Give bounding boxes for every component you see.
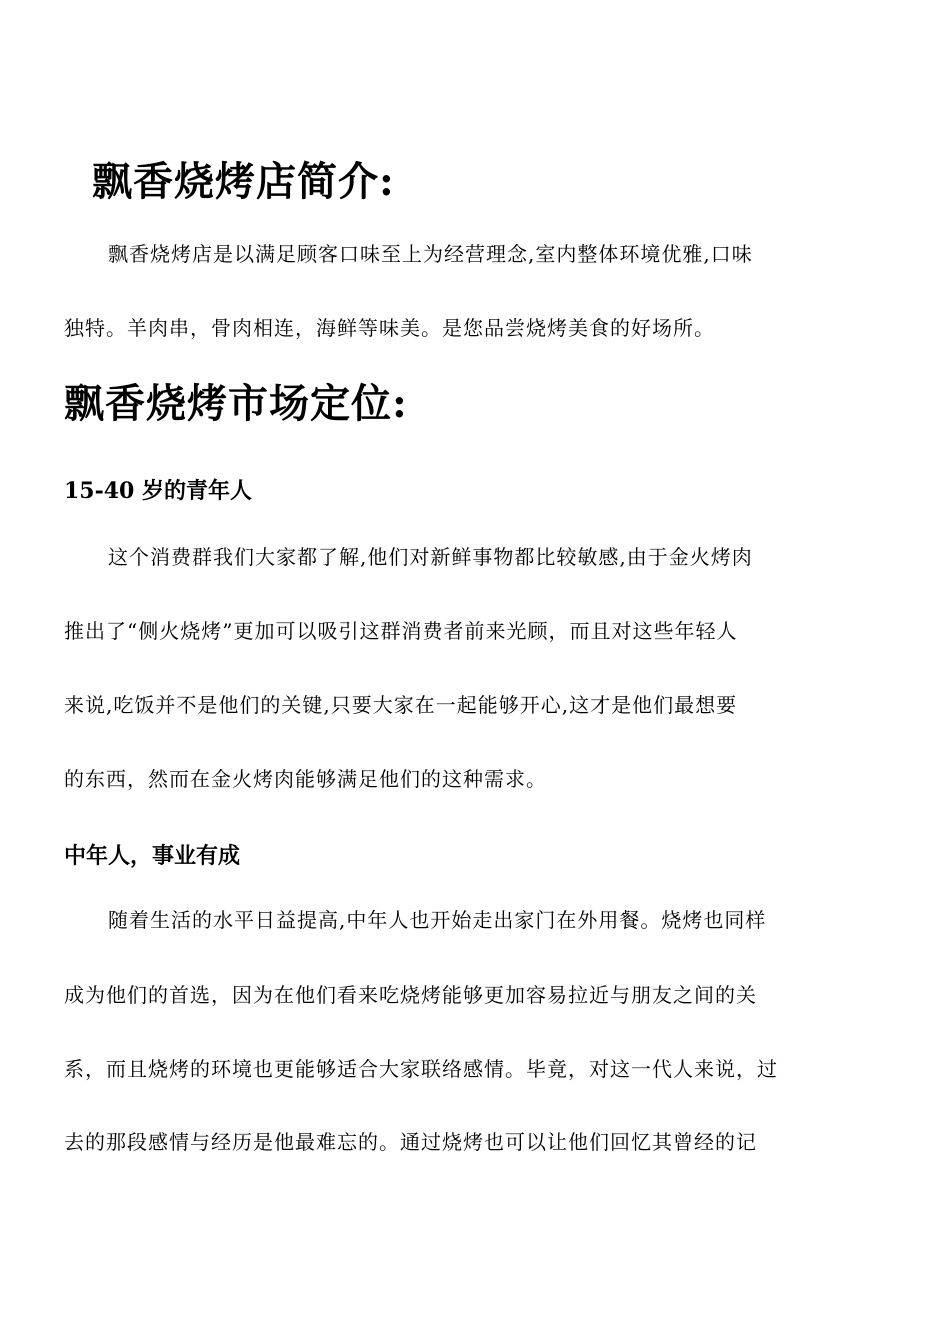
middle-aged-paragraph-line-4: 去的那段感情与经历是他最难忘的。通过烧烤也可以让他们回忆其曾经的记 (64, 1130, 757, 1154)
intro-heading: 飘香烧烤店简介: (92, 158, 395, 205)
youth-paragraph-line-1: 这个消费群我们大家都了解,他们对新鲜事物都比较敏感,由于金火烤肉 (108, 545, 753, 569)
intro-paragraph-line-2: 独特。羊肉串，骨肉相连，海鲜等味美。是您品尝烧烤美食的好场所。 (64, 316, 715, 340)
middle-aged-paragraph-line-2: 成为他们的首选，因为在他们看来吃烧烤能够更加容易拉近与朋友之间的关 (64, 983, 757, 1007)
positioning-heading: 飘香烧烤市场定位: (64, 380, 408, 427)
middle-aged-subheading: 中年人，事业有成 (64, 843, 241, 869)
youth-paragraph-line-4: 的东西，然而在金火烤肉能够满足他们的这种需求。 (64, 767, 547, 791)
middle-aged-paragraph-line-1: 随着生活的水平日益提高,中年人也开始走出家门在外用餐。烧烤也同样 (108, 908, 767, 932)
youth-paragraph-line-3: 来说,吃饭并不是他们的关键,只要大家在一起能够开心,这才是他们最想要 (64, 693, 738, 717)
youth-paragraph-line-2: 推出了“侧火烧烤”更加可以吸引这群消费者前来光顾，而且对这些年轻人 (64, 619, 738, 643)
middle-aged-paragraph-line-3: 系，而且烧烤的环境也更能够适合大家联络感情。毕竟，对这一代人来说，过 (64, 1057, 778, 1081)
youth-subheading: 15-40 岁的青年人 (64, 478, 253, 504)
intro-paragraph-line-1: 飘香烧烤店是以满足顾客口味至上为经营理念,室内整体环境优雅,口味 (108, 242, 753, 266)
